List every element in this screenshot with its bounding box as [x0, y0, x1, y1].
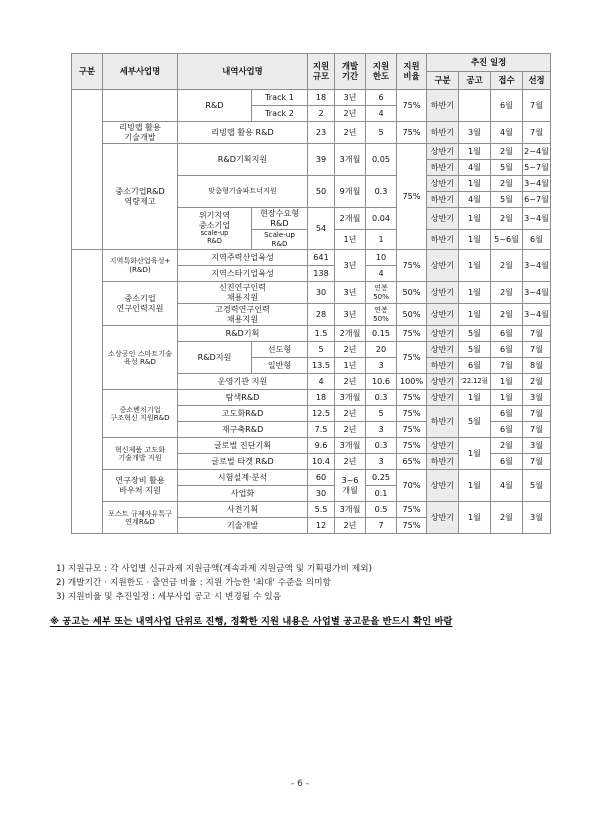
cell-seonjeong: 6월: [523, 230, 551, 250]
cell-limit: 10.6: [366, 374, 397, 390]
cell-period: 3개월: [335, 502, 366, 518]
cell-program: [103, 470, 178, 502]
detail-line1: 현장수요형: [259, 208, 300, 219]
detail-line2: R&D: [271, 238, 288, 248]
cell-limit: 5: [366, 122, 397, 144]
cell-detail: 일반형: [252, 358, 308, 374]
cell-scale: 18: [308, 90, 335, 106]
cell-limit: 0.5: [366, 502, 397, 518]
jiwon-hando-line2: 한도: [372, 70, 390, 81]
cell-scale: 18: [308, 390, 335, 406]
cell-limit: 0.15: [366, 326, 397, 342]
cell-seonjeong: 3~4월: [523, 208, 551, 230]
cell-jeopsu: 2월: [491, 208, 523, 230]
cell-scale: 1.5: [308, 326, 335, 342]
cell-seonjeong: 2월: [523, 374, 551, 390]
limit-line1: 연봉: [374, 305, 388, 315]
cell-ratio: 70%: [397, 470, 427, 502]
cell-program: [103, 326, 178, 390]
cell-period: 3개월: [335, 390, 366, 406]
cell-scale: 54: [308, 208, 335, 250]
cell-gonggo: 1월: [459, 250, 491, 282]
cell-scale: 28: [308, 304, 335, 326]
sub-line1: 위기지역: [198, 210, 231, 221]
cell-sub-program: [178, 208, 252, 250]
cell-gonggo: 5월: [459, 406, 491, 438]
cell-jeopsu: 2월: [491, 304, 523, 326]
cell-ratio: 75%: [397, 390, 427, 406]
cell-scale: 12: [308, 518, 335, 534]
cell-sub-program: R&D기획: [178, 326, 308, 342]
table-row: [72, 90, 551, 106]
program-line1: 중소기업: [124, 293, 156, 304]
sub-line2: 채용지원: [226, 291, 259, 302]
program-line2: 구조혁신 지원R&D: [110, 412, 170, 422]
cell-scale: 641: [308, 250, 335, 266]
program-line1: 포스트 규제자유특구: [108, 508, 172, 518]
cell-schedule-gubun: 하반기: [427, 406, 459, 438]
col-header-jiwon-gyumo: [308, 54, 335, 90]
cell-jeopsu: 1월: [491, 390, 523, 406]
cell-seonjeong: 6~7월: [523, 192, 551, 208]
cell-schedule-gubun: 상반기: [427, 326, 459, 342]
cell-jeopsu: 4월: [491, 470, 523, 502]
cell-jeopsu: 4월: [491, 122, 523, 144]
period-line1: 3~6: [341, 475, 359, 486]
program-line2: 기술개발 지원: [118, 452, 162, 462]
cell-period: 3년: [335, 282, 366, 304]
cell-sub-program: 기술개발: [178, 518, 308, 534]
cell-limit: 3: [366, 358, 397, 374]
cell-limit: 0.3: [366, 438, 397, 454]
cell-sub-program: 시험설계·분석: [178, 470, 308, 486]
cell-schedule-gubun: 상반기: [427, 374, 459, 390]
cell-period: 2개월: [335, 208, 366, 230]
cell-period: 3년: [335, 250, 366, 282]
cell-scale: 50: [308, 176, 335, 208]
cell-gonggo: 1월: [459, 304, 491, 326]
cell-gonggo: 1월: [459, 438, 491, 470]
cell-gonggo: 1월: [459, 502, 491, 534]
cell-gonggo: 1월: [459, 230, 491, 250]
cell-detail: [252, 230, 308, 250]
program-line2: 연구인력지원: [116, 302, 164, 313]
cell-program: [103, 282, 178, 326]
cell-jeopsu: 6월: [491, 90, 523, 122]
cell-schedule-gubun: 상반기: [427, 304, 459, 326]
cell-scale: 2: [308, 106, 335, 122]
cell-ratio: 75%: [397, 90, 427, 122]
cell-gonggo: 3월: [459, 122, 491, 144]
cell-schedule-gubun: 하반기: [427, 454, 459, 470]
cell-program: [103, 144, 178, 250]
cell-seonjeong: 7월: [523, 454, 551, 470]
cell-seonjeong: 3월: [523, 502, 551, 534]
cell-seonjeong: 8월: [523, 358, 551, 374]
cell-seonjeong: 7월: [523, 406, 551, 422]
program-line1: 소상공인 스마트기술: [108, 348, 172, 358]
cell-schedule-gubun: 상반기: [427, 208, 459, 230]
cell-jeopsu: 5월: [491, 160, 523, 176]
cell-jeopsu: 2월: [491, 438, 523, 454]
cell-limit: [366, 304, 397, 326]
jiwon-gyumo-line2: 규모: [312, 70, 330, 81]
cell-period: [335, 470, 366, 502]
table-row: [72, 502, 551, 518]
cell-sub-program: R&D: [178, 90, 252, 122]
col-header-schedule-gonggo: 공고: [459, 72, 491, 90]
footnote-2: 2) 개발기간 · 지원한도 · 출연금 비율 : 지원 가능한 '최대' 수준을 의미함: [56, 577, 332, 588]
program-line1: 중소벤처기업: [119, 404, 161, 414]
cell-schedule-gubun: 상반기: [427, 176, 459, 192]
cell-scale: 30: [308, 486, 335, 502]
cell-scale: 9.6: [308, 438, 335, 454]
cell-limit: 1: [366, 230, 397, 250]
cell-limit: 0.3: [366, 176, 397, 208]
cell-schedule-gubun: 하반기: [427, 192, 459, 208]
cell-limit: 7: [366, 518, 397, 534]
header-row-1: [72, 54, 551, 72]
detail-line2: R&D: [270, 217, 289, 228]
cell-schedule-gubun: 상반기: [427, 282, 459, 304]
cell-seonjeong: 7월: [523, 326, 551, 342]
support-programs-table-wrapper: [71, 53, 549, 534]
cell-program: [103, 90, 178, 122]
cell-ratio: 50%: [397, 304, 427, 326]
cell-detail: Track 1: [252, 90, 308, 106]
col-header-gubun: 구분: [72, 54, 103, 90]
cell-seonjeong: 7월: [523, 90, 551, 122]
gaebal-gigan-line2: 기간: [341, 70, 359, 81]
program-line2: 기술개발: [124, 131, 156, 142]
cell-seonjeong: 5~7월: [523, 160, 551, 176]
cell-gonggo: 1월: [459, 470, 491, 502]
cell-jeopsu: 6월: [491, 326, 523, 342]
cell-scale: 5: [308, 342, 335, 358]
footnotes: [56, 563, 556, 605]
sub-line2: 중소기업: [198, 219, 231, 230]
col-header-gaebal-gigan: [335, 54, 366, 90]
cell-sub-program: [178, 282, 308, 304]
limit-line2: 50%: [373, 291, 389, 301]
cell-ratio: 75%: [397, 406, 427, 422]
cell-seonjeong: 7월: [523, 122, 551, 144]
col-header-naeyeok-saeopmyeong: 내역사업명: [178, 54, 308, 90]
cell-scale: 10.4: [308, 454, 335, 470]
page-number: - 6 -: [291, 779, 309, 789]
table-row: [72, 144, 551, 160]
sub-line3: scale-up: [200, 229, 229, 238]
cell-sub-program: 탐색R&D: [178, 390, 308, 406]
gaebal-gigan-line1: 개발: [341, 60, 359, 71]
cell-scale: 7.5: [308, 422, 335, 438]
cell-jeopsu: 2월: [491, 144, 523, 160]
col-header-jiwon-hando: [366, 54, 397, 90]
cell-jeopsu: 7월: [491, 358, 523, 374]
table-row: [72, 390, 551, 406]
col-header-schedule-seonjeong: 선정: [523, 72, 551, 90]
cell-schedule-gubun: 하반기: [427, 160, 459, 176]
cell-jeopsu: 5~6월: [491, 230, 523, 250]
cell-period: 2년: [335, 374, 366, 390]
cell-limit: 0.04: [366, 208, 397, 230]
cell-ratio: 50%: [397, 282, 427, 304]
cell-ratio: 100%: [397, 374, 427, 390]
cell-seonjeong: 2~4월: [523, 144, 551, 160]
cell-seonjeong: 3~4월: [523, 304, 551, 326]
cell-scale: 39: [308, 144, 335, 176]
detail-line1: Scale-up: [264, 230, 295, 240]
col-header-chujin-iljeong: 추진 일정: [427, 54, 551, 72]
cell-seonjeong: 3~4월: [523, 250, 551, 282]
col-header-jiwon-biyul: [397, 54, 427, 90]
cell-gonggo: 4월: [459, 192, 491, 208]
jiwon-biyul-line2: 비율: [403, 70, 420, 81]
program-line1: 리빙랩 활용: [119, 122, 161, 132]
program-line2: 바우처 지원: [119, 484, 161, 495]
cell-detail: [252, 208, 308, 230]
cell-program: [103, 250, 178, 282]
limit-line2: 50%: [373, 313, 389, 323]
cell-limit: 0.1: [366, 486, 397, 502]
cell-jeopsu: 2월: [491, 176, 523, 192]
sub-line4: R&D: [207, 237, 222, 246]
cell-period: 2년: [335, 406, 366, 422]
cell-ratio: 75%: [397, 438, 427, 454]
cell-limit: 5: [366, 406, 397, 422]
cell-gonggo: 5월: [459, 342, 491, 358]
cell-period: 3개월: [335, 438, 366, 454]
cell-scale: 12.5: [308, 406, 335, 422]
cell-period: 2년: [335, 342, 366, 358]
sub-line1: 고경력연구인력: [215, 304, 270, 315]
cell-program: [103, 122, 178, 144]
program-line1: 연구장비 활용: [115, 475, 165, 486]
cell-limit: 4: [366, 106, 397, 122]
cell-period: 2년: [335, 422, 366, 438]
cell-period: 2년: [335, 518, 366, 534]
cell-gonggo: 1월: [459, 208, 491, 230]
cell-sub-program: 지역주력산업육성: [178, 250, 308, 266]
table-row: [72, 282, 551, 304]
table-row: [72, 250, 551, 266]
cell-schedule-gubun: 상반기: [427, 144, 459, 160]
cell-ratio: 75%: [397, 518, 427, 534]
cell-sub-program: 지역스타기업육성: [178, 266, 308, 282]
cell-jeopsu: 2월: [491, 250, 523, 282]
footnote-1: 1) 지원규모 : 각 사업별 신규과제 지원금액(계속과제 지원금액 및 기획평가비 제외): [56, 564, 373, 574]
table-header: [72, 54, 551, 90]
jiwon-gyumo-line1: 지원: [312, 60, 330, 71]
cell-sub-program: 재구축R&D: [178, 422, 308, 438]
cell-period: 2년: [335, 106, 366, 122]
cell-detail: 선도형: [252, 342, 308, 358]
important-notice: ※ 공고는 세부 또는 내역사업 단위로 진행, 정확한 지원 내용은 사업별 공고문을 반드시 확인 바람: [50, 616, 453, 627]
cell-limit: 10: [366, 250, 397, 266]
cell-schedule-gubun: 상반기: [427, 342, 459, 358]
cell-program: [103, 390, 178, 438]
sub-line1: 신진연구인력: [219, 282, 266, 293]
period-line2: 개월: [342, 484, 358, 495]
cell-ratio: 75%: [397, 342, 427, 374]
cell-gonggo: 6월: [459, 358, 491, 374]
cell-schedule-gubun: 하반기: [427, 230, 459, 250]
cell-limit: 20: [366, 342, 397, 358]
limit-line1: 연봉: [374, 283, 388, 293]
cell-ratio: 75%: [397, 122, 427, 144]
cell-period: 2년: [335, 122, 366, 144]
cell-jeopsu: 2월: [491, 282, 523, 304]
cell-gonggo: 1월: [459, 390, 491, 406]
program-line2: 연계R&D: [125, 516, 155, 526]
cell-sub-program: 글로벌 타겟 R&D: [178, 454, 308, 470]
cell-program: [103, 438, 178, 470]
cell-ratio: 75%: [397, 250, 427, 282]
cell-seonjeong: 3~4월: [523, 176, 551, 192]
cell-limit: 0.3: [366, 390, 397, 406]
cell-gonggo: 4월: [459, 160, 491, 176]
program-line1: 지역특화산업육성+: [109, 256, 171, 266]
cell-ratio: 65%: [397, 454, 427, 470]
cell-scale: 23: [308, 122, 335, 144]
cell-jeopsu: 1월: [491, 374, 523, 390]
cell-limit: 4: [366, 266, 397, 282]
col-header-schedule-jeopsu: 접수: [491, 72, 523, 90]
cell-period: 2년: [335, 454, 366, 470]
cell-limit: 0.05: [366, 144, 397, 176]
cell-period: 2개월: [335, 326, 366, 342]
jiwon-hando-line1: 지원: [372, 60, 390, 71]
cell-jeopsu: 6월: [491, 454, 523, 470]
cell-limit: 3: [366, 422, 397, 438]
cell-jeopsu: 5월: [491, 192, 523, 208]
cell-sub-program: R&D기획지원: [178, 144, 308, 176]
cell-seonjeong: 7월: [523, 422, 551, 438]
cell-gonggo: 1월: [459, 282, 491, 304]
cell-ratio: 75%: [397, 502, 427, 518]
col-header-sebu-saeopmyeong: 세부사업명: [103, 54, 178, 90]
cell-gonggo: 5월: [459, 326, 491, 342]
cell-jeopsu: 2월: [491, 502, 523, 534]
cell-schedule-gubun: 하반기: [427, 122, 459, 144]
cell-seonjeong: 3월: [523, 438, 551, 454]
program-line1: 중소기업R&D: [115, 186, 165, 197]
cell-sub-program: 사전기획: [178, 502, 308, 518]
cell-scale: 30: [308, 282, 335, 304]
cell-schedule-gubun: 상반기: [427, 438, 459, 454]
table-body: [72, 90, 551, 534]
cell-gonggo: 1월: [459, 144, 491, 160]
table-row: [72, 326, 551, 342]
cell-sub-program: 고도화R&D: [178, 406, 308, 422]
cell-schedule-gubun: 상반기: [427, 470, 459, 502]
cell-scale: 138: [308, 266, 335, 282]
cell-limit: 6: [366, 90, 397, 106]
footnote-3: 3) 지원비율 및 추진일정 : 세부사업 공고 시 변경될 수 있음: [56, 591, 282, 602]
cell-ratio: 75%: [397, 422, 427, 438]
jiwon-biyul-line1: 지원: [403, 60, 420, 71]
cell-schedule-gubun: 하반기: [427, 90, 459, 122]
program-line2: 역량제고: [124, 195, 156, 206]
cell-period: 3년: [335, 304, 366, 326]
cell-seonjeong: 3~4월: [523, 282, 551, 304]
cell-seonjeong: 3월: [523, 390, 551, 406]
cell-jeopsu: 6월: [491, 406, 523, 422]
cell-gonggo: '22.12월: [459, 374, 491, 390]
cell-limit: 0.25: [366, 470, 397, 486]
cell-period: 3개월: [335, 144, 366, 176]
cell-schedule-gubun: 하반기: [427, 358, 459, 374]
support-programs-table: [71, 53, 551, 534]
cell-detail: Track 2: [252, 106, 308, 122]
cell-sub-program: 사업화: [178, 486, 308, 502]
cell-period: 3년: [335, 90, 366, 106]
cell-schedule-gubun: 상반기: [427, 250, 459, 282]
cell-scale: 60: [308, 470, 335, 486]
cell-sub-program: R&D지원: [178, 342, 252, 374]
table-row: [72, 122, 551, 144]
cell-scale: 4: [308, 374, 335, 390]
cell-schedule-gubun: 상반기: [427, 390, 459, 406]
cell-sub-program: 맞춤형기술파트너지원: [178, 176, 308, 208]
cell-jeopsu: 6월: [491, 422, 523, 438]
program-line2: (R&D): [129, 264, 151, 274]
sub-line2: 채용지원: [226, 313, 259, 324]
cell-limit: [366, 282, 397, 304]
cell-period: 1년: [335, 358, 366, 374]
cell-schedule-gubun: 상반기: [427, 502, 459, 534]
cell-program: [103, 502, 178, 534]
cell-sub-program: 운영기관 지원: [178, 374, 308, 390]
table-row: [72, 438, 551, 454]
cell-gubun-empty: [72, 90, 103, 250]
cell-jeopsu: 6월: [491, 342, 523, 358]
col-header-schedule-gubun: 구분: [427, 72, 459, 90]
program-line2: 육성 R&D: [124, 356, 156, 366]
cell-gubun-empty: [72, 250, 103, 534]
cell-sub-program: [178, 304, 308, 326]
cell-gonggo: [459, 90, 491, 122]
cell-period: 1년: [335, 230, 366, 250]
cell-period: 9개월: [335, 176, 366, 208]
cell-gonggo: 1월: [459, 176, 491, 192]
cell-seonjeong: 7월: [523, 342, 551, 358]
cell-ratio: 75%: [397, 144, 427, 250]
cell-scale: 13.5: [308, 358, 335, 374]
cell-sub-program: 글로벌 진단기획: [178, 438, 308, 454]
table-row: [72, 470, 551, 486]
cell-seonjeong: 5월: [523, 470, 551, 502]
program-line1: 혁신제품 고도화: [114, 444, 166, 454]
cell-ratio: 75%: [397, 326, 427, 342]
cell-scale: 5.5: [308, 502, 335, 518]
cell-sub-program: 리빙랩 활용 R&D: [178, 122, 308, 144]
cell-limit: 3: [366, 454, 397, 470]
